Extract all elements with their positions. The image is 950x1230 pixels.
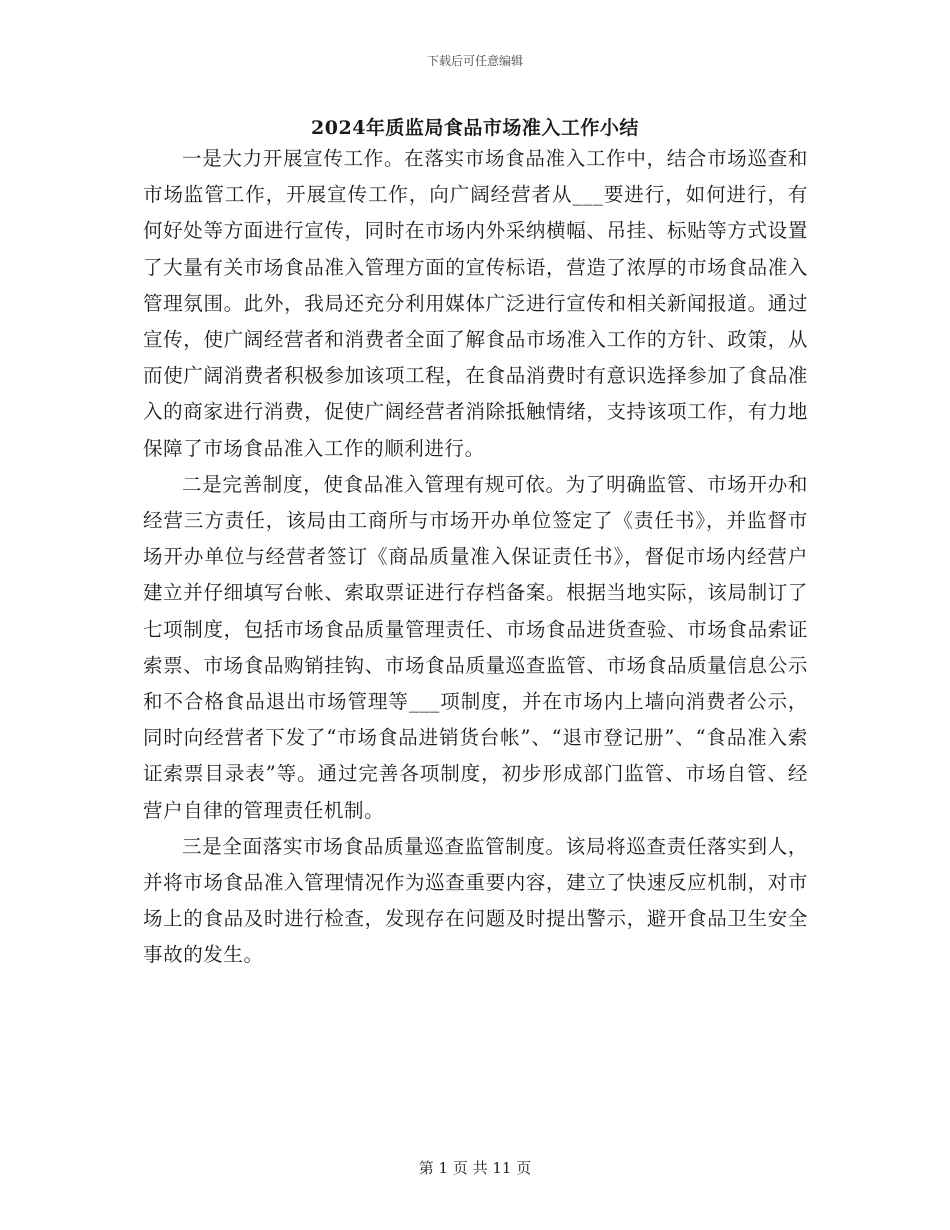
paragraph-system: 二是完善制度，使食品准入管理有规可依。为了明确监管、市场开办和经营三方责任，该局由工商所与市场开办单位签定了《责任书》，并监督市场开办单位与经营者签订《商品质量准入保证责任书》，督促市场内经营户建立并仔细填写台帐、索取票证进行存档备案。根据当地实际，该局制订了七项制度，包括市场食品质量管理责任、市场食品进货查验、市场食品索证索票、市场食品购销挂钩、市场食品质量巡查监管、市场食品质量信息公示和不合格食品退出市场管理等___项制度，并在市场内上墙向消费者公示，同时向经营者下发了“市场食品进销货台帐”、“退市登记册”、“食品准入索证索票目录表”等。通过完善各项制度，初步形成部门监管、市场自管、经营户自律的管理责任机制。: [143, 472, 808, 822]
document-title: 2024年质监局食品市场准入工作小结: [311, 117, 639, 139]
document-body: [143, 141, 808, 974]
page-number: 第 1 页 共 11 页: [418, 1159, 532, 1177]
paragraph-publicity: 一是大力开展宣传工作。在落实市场食品准入工作中，结合市场巡查和市场监管工作，开展宣传工作，向广阔经营者从___要进行，如何进行，有何好处等方面进行宣传，同时在市场内外采纳横幅、吊挂、标贴等方式设置了大量有关市场食品准入管理方面的宣传标语，营造了浓厚的市场食品准入管理氛围。此外，我局还充分利用媒体广泛进行宣传和相关新闻报道。通过宣传，使广阔经营者和消费者全面了解食品市场准入工作的方针、政策，从而使广阔消费者积极参加该项工程，在食品消费时有意识选择参加了食品准入的商家进行消费，促使广阔经营者消除抵触情绪，支持该项工作，有力地保障了市场食品准入工作的顺利进行。: [143, 147, 808, 460]
paragraph-inspection: 三是全面落实市场食品质量巡查监管制度。该局将巡查责任落实到人，并将市场食品准入管理情况作为巡查重要内容，建立了快速反应机制，对市场上的食品及时进行检查，发现存在问题及时提出警示，避开食品卫生安全事故的发生。: [143, 834, 808, 967]
page-header-note: 下载后可任意编辑: [426, 54, 523, 68]
